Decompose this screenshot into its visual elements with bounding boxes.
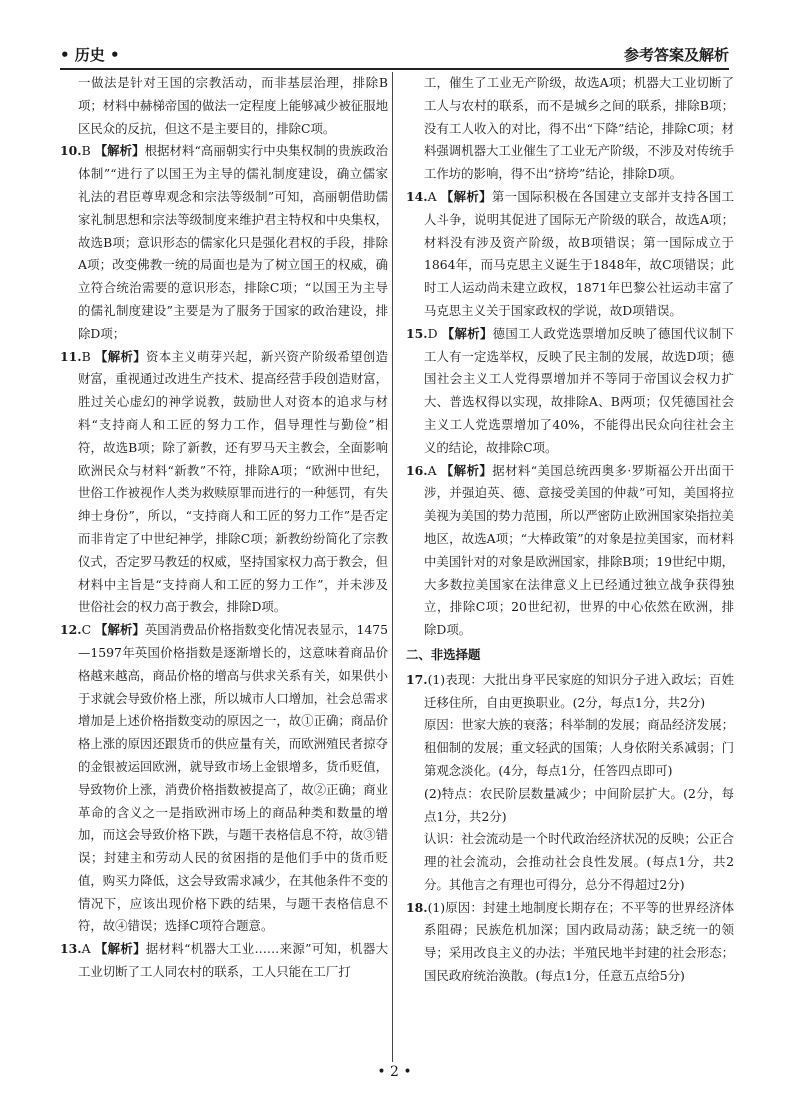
- question-17-part2: (2)特点：农民阶层数量减少；中间阶层扩大。(2分，每点1分，共2分): [424, 785, 734, 824]
- question-16: 16.A 【解析】据材料“美国总统西奥多·罗斯福公开出面干涉，并强迫英、德、意接受美国的仲裁”可知，美国将拉美视为美国的势力范围，所以严密防止欧洲国家染指拉美地区，故选A项；“大棒政策”的对象是拉美国家，而材料中美国针对的对象是欧洲国家，排除B项；19世纪中期，大多数拉美国家在法律意义上已经通过独立战争获得独立，排除C项；20世纪初，世界的中心依然在欧洲，排除D项。: [406, 462, 734, 638]
- question-11: 11.B 【解析】资本主义萌芽兴起，新兴资产阶级希望创造财富，重视通过改进生产技术、提高经营手段创造财富，胜过关心虚幻的神学说教，鼓励世人对资本的追求与材料“支持商人和工匠的努力工作，倡导理性与勤俭”相符，故选B项；除了新教，还有罗马天主教会，全面影响欧洲民众与材料“新教”不符，排除A项；“欧洲中世纪，世俗工作被视作人类为救赎原罪而进行的一种惩罚，有失绅士身份”，所以，“支持商人和工匠的努力工作”是否定而非肯定了中世纪神学，排除C项；新教纷纷简化了宗教仪式，否定罗马教廷的权威，坚持国家权力高于教会，但材料中主旨是“支持商人和工匠的努力工作”，并未涉及世俗社会的权力高于教会，排除D项。: [60, 348, 389, 615]
- subject-label: • 历史 •: [60, 46, 120, 64]
- question-17-understanding: 认识：社会流动是一个时代政治经济状况的反映；公正合理的社会流动，会推动社会良性发展。(每点1分，共2分。其他言之有理也可得分，总分不得超过2分): [424, 831, 734, 892]
- question-13: 13.A 【解析】据材料“机器大工业……来源”可知，机器大工业切断了工人同农村的联系，工人只能在工厂打: [60, 941, 388, 980]
- question-15: 15.D 【解析】德国工人政党选票增加反映了德国代议制下工人有一定选举权，反映了民主制的发展，故选D项；德国社会主义工人党得票增加并不等同于帝国议会权力扩大、普选权得以实现，故排除A、B两项；仅凭德国社会主义工人党选票增加了40%，不能得出民众向往社会主义的结论，故排除C项。: [406, 325, 735, 455]
- section-heading: 二、非选择题: [406, 646, 481, 662]
- question-14: 14.A 【解析】第一国际积极在各国建立支部并支持各国工人斗争，说明其促进了国际无产阶级的联合，故选A项；材料没有涉及资产阶级，故B项错误；第一国际成立于1864年，而马克思主义诞生于1848年，故C项错误；此时工人运动尚未建立政权，1871年巴黎公社运动丰富了马克思主义关于国家政权的学说，故D项错误。: [406, 188, 735, 318]
- question-18-part1: 18.(1)原因：封建土地制度长期存在；不平等的世界经济体系阻碍；民族危机加深；国内政局动荡；缺乏统一的领导；采用改良主义的办法；半殖民地半封建的社会形态；国民政府统治涣散。(每点1分，任意五点给5分): [406, 899, 734, 984]
- question-17-part1: 17.(1)表现：大批出身平民家庭的知识分子进入政坛；百姓迁移住所，自由更换职业。(2分，每点1分，共2分): [406, 671, 734, 710]
- page-number: • 2 •: [377, 1064, 412, 1080]
- page-header: [60, 40, 729, 70]
- column-divider: [392, 72, 393, 1062]
- header-rule: [60, 68, 729, 70]
- q9-continuation: 一做法是针对王国的宗教活动，而非基层治理，排除B项；材料中赫梯帝国的做法一定程度上能够减少被征服地区民众的反抗，但这不是主要目的，排除C项。: [78, 75, 388, 136]
- question-10: 10.B 【解析】根据材料“高丽朝实行中央集权制的贵族政治体制”“进行了以国王为主导的儒礼制度建设，确立儒家礼法的君臣尊卑观念和宗法等级制”可知，高丽朝借助儒家礼制思想和宗法等级制度来维护君主特权和中央集权，故选B项；意识形态的儒家化只是强化君权的手段，排除A项；改变佛教一统的局面也是为了树立国王的权威，确立符合统治需要的意识形态，排除C项；“以国王为主导的儒礼制度建设”主要是为了服务于国家的政治建设，排除D项；: [60, 143, 388, 341]
- q13-continuation: 工，催生了工业无产阶级，故选A项；机器大工业切断了工人与农村的联系，而不是城乡之间的联系，排除B项；没有工人收入的对比，得不出“下降”结论，排除C项；材料强调机器大工业催生了工业无产阶级，不涉及对传统手工作坊的影响，得不出“挤垮”结论，排除D项。: [424, 75, 734, 182]
- header-title: 参考答案及解析: [623, 46, 729, 64]
- question-17-reasons: 原因：世家大族的衰落；科举制的发展；商品经济发展；租佃制的发展；重文轻武的国策；人身依附关系减弱；门第观念淡化。(4分，每点1分，任答四点即可): [424, 717, 734, 778]
- right-column: [406, 72, 734, 988]
- left-column: [60, 72, 388, 984]
- question-12: 12.C 【解析】英国消费品价格指数变化情况表显示，1475—1597年英国价格指数是逐渐增长的，这意味着商品价格越来越高，商品价格的增高与供求关系有关，如果供小于求就会导致价格上涨，所以城市人口增加，社会总需求增加是上述价格指数变动的原因之一，故①正确；商品价格上涨的原因还跟货币的供应量有关，而欧洲殖民者掠夺的金银被运回欧洲，就导致市场上金银增多，货币贬值，导致物价上涨，消费价格指数被提高了，故②正确；商业革命的含义之一是指欧洲市场上的商品种类和数量的增加，而这会导致价格下跌，与题干表格信息不符，故③错误；封建主和劳动人民的贫困指的是他们手中的货币贬值，购买力降低，这会导致需求减少，在其他条件不变的情况下，应该出现价格下跌的结果，与题干表格信息不符，故④错误；选择C项符合题意。: [60, 622, 388, 934]
